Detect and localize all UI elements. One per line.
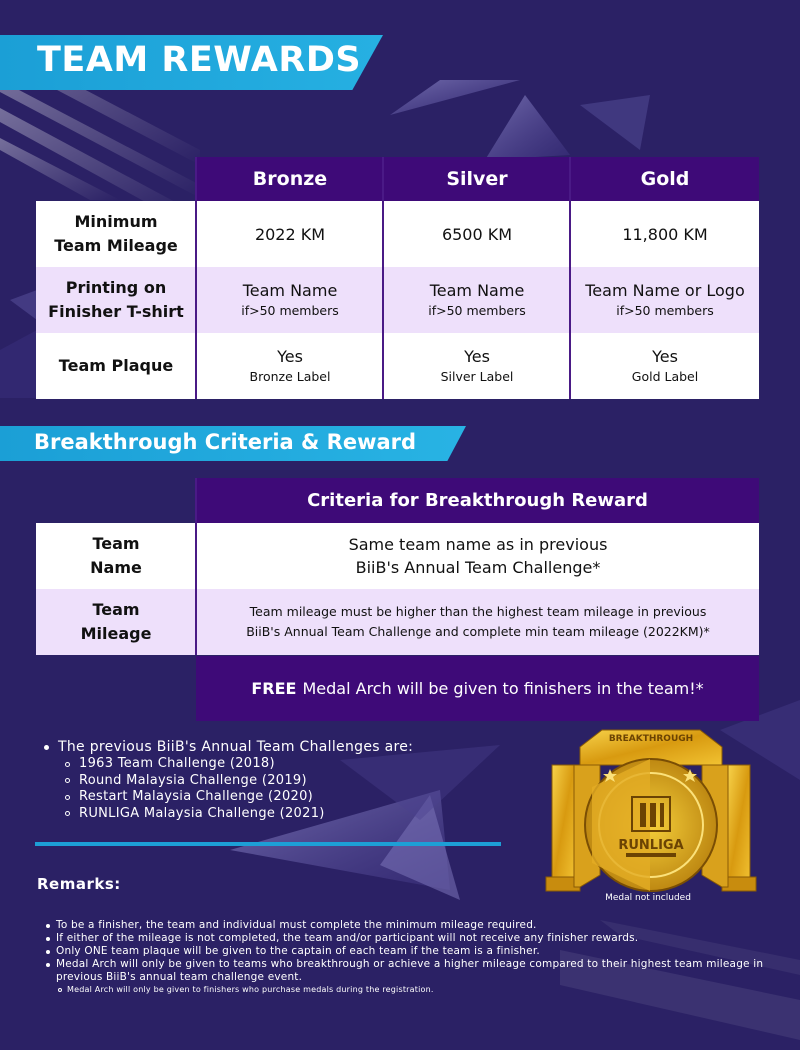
medal-logo-text: RUNLIGA [618, 838, 684, 853]
remarks-title: Remarks: [37, 875, 121, 893]
table-divider [382, 157, 384, 399]
remark-text: Medal Arch will only be given to teams who breakthrough or achieve a higher mileage compared to their highest team mileage in previous BiiB's annual team challenge event. [56, 958, 764, 983]
remark-item [46, 919, 766, 932]
bullet-icon [46, 963, 50, 967]
remark-text: To be a finisher, the team and individual must complete the minimum mileage required. [56, 919, 537, 931]
remark-item [46, 945, 766, 958]
cell-subtext: if>50 members [241, 303, 339, 318]
row-label-min-mileage: Minimum Team Mileage [36, 201, 196, 267]
cell-value: Yes [464, 347, 490, 366]
table-cell [571, 201, 759, 267]
page-title: TEAM REWARDS [37, 40, 362, 80]
cell-value: Team Name [429, 281, 525, 300]
medal-caption: Medal not included [605, 893, 691, 903]
list-heading-text: The previous BiiB's Annual Team Challenges are: [58, 739, 414, 755]
cell-subtext: Gold Label [631, 369, 699, 384]
cell-subtext: Bronze Label [249, 369, 331, 384]
reward-banner [196, 656, 759, 721]
list-item-text: 1963 Team Challenge (2018) [79, 756, 275, 771]
table-divider [195, 157, 197, 399]
column-header-bronze: Bronze [197, 157, 383, 201]
cell-subtext: if>50 members [616, 303, 714, 318]
medal-image [540, 725, 760, 900]
remark-sub-item [58, 984, 766, 996]
list-item [65, 806, 413, 823]
table-cell [197, 333, 383, 399]
table-cell [384, 333, 570, 399]
list-item [65, 756, 413, 773]
bullet-icon [65, 762, 70, 767]
bullet-icon [65, 811, 70, 816]
cell-value: Yes [277, 347, 303, 366]
reward-free-label: FREE [251, 679, 297, 698]
cell-value: Team Name [242, 281, 338, 300]
cell-value: 11,800 KM [622, 224, 708, 244]
cell-value: Yes [652, 347, 678, 366]
table-cell [571, 267, 759, 333]
bullet-icon [44, 745, 49, 750]
remark-text: Only ONE team plaque will be given to the captain of each team if the team is a finisher. [56, 945, 540, 957]
row-label-team-mileage: Team Mileage [36, 589, 196, 655]
column-header-silver: Silver [384, 157, 570, 201]
criteria-text: Team mileage must be higher than the highest team mileage in previous BiiB's Annual Team Challenge and complete min team mileage (2022KM)* [246, 604, 710, 639]
bullet-icon [58, 988, 62, 992]
reward-text: Medal Arch will be given to finishers in the team!* [302, 679, 704, 698]
cell-subtext: if>50 members [428, 303, 526, 318]
table-cell [197, 201, 383, 267]
list-item [65, 789, 413, 806]
list-item [65, 773, 413, 790]
cell-value: 6500 KM [441, 224, 513, 244]
table-cell [571, 333, 759, 399]
list-item-text: Round Malaysia Challenge (2019) [79, 772, 307, 788]
table-divider [195, 478, 197, 655]
remark-sub-text: Medal Arch will only be given to finishers who purchase medals during the registration. [67, 985, 434, 994]
previous-challenges-list [44, 738, 413, 822]
bullet-icon [46, 924, 50, 928]
remark-item [46, 932, 766, 945]
row-label-printing: Printing on Finisher T-shirt [36, 267, 196, 333]
bullet-icon [46, 950, 50, 954]
row-label-team-plaque: Team Plaque [36, 333, 196, 399]
table-cell [197, 589, 759, 655]
section-title: Breakthrough Criteria & Reward [34, 430, 417, 454]
table-cell [197, 267, 383, 333]
criteria-header: Criteria for Breakthrough Reward [196, 478, 759, 523]
remark-text: If either of the mileage is not completed, the team and/or participant will not receive any finisher rewards. [56, 932, 639, 944]
table-cell [384, 201, 570, 267]
list-heading [44, 738, 413, 756]
criteria-text: Same team name as in previous BiiB's Annual Team Challenge* [348, 535, 608, 577]
bullet-icon [65, 778, 70, 783]
cell-value: 2022 KM [254, 224, 326, 244]
remarks-list [46, 919, 766, 996]
table-cell [197, 523, 759, 589]
medal-arch-text: BREAKTHROUGH [608, 734, 694, 744]
row-label-team-name: Team Name [36, 523, 196, 589]
table-cell [384, 267, 570, 333]
cell-value: Team Name or Logo [585, 281, 745, 300]
list-item-text: Restart Malaysia Challenge (2020) [79, 789, 314, 804]
remark-item [46, 958, 766, 984]
column-header-gold: Gold [571, 157, 759, 201]
bullet-icon [46, 937, 50, 941]
bullet-icon [65, 795, 70, 800]
list-item-text: RUNLIGA Malaysia Challenge (2021) [79, 805, 325, 821]
table-divider [569, 157, 571, 399]
cell-subtext: Silver Label [440, 369, 514, 384]
section-divider [35, 842, 501, 846]
